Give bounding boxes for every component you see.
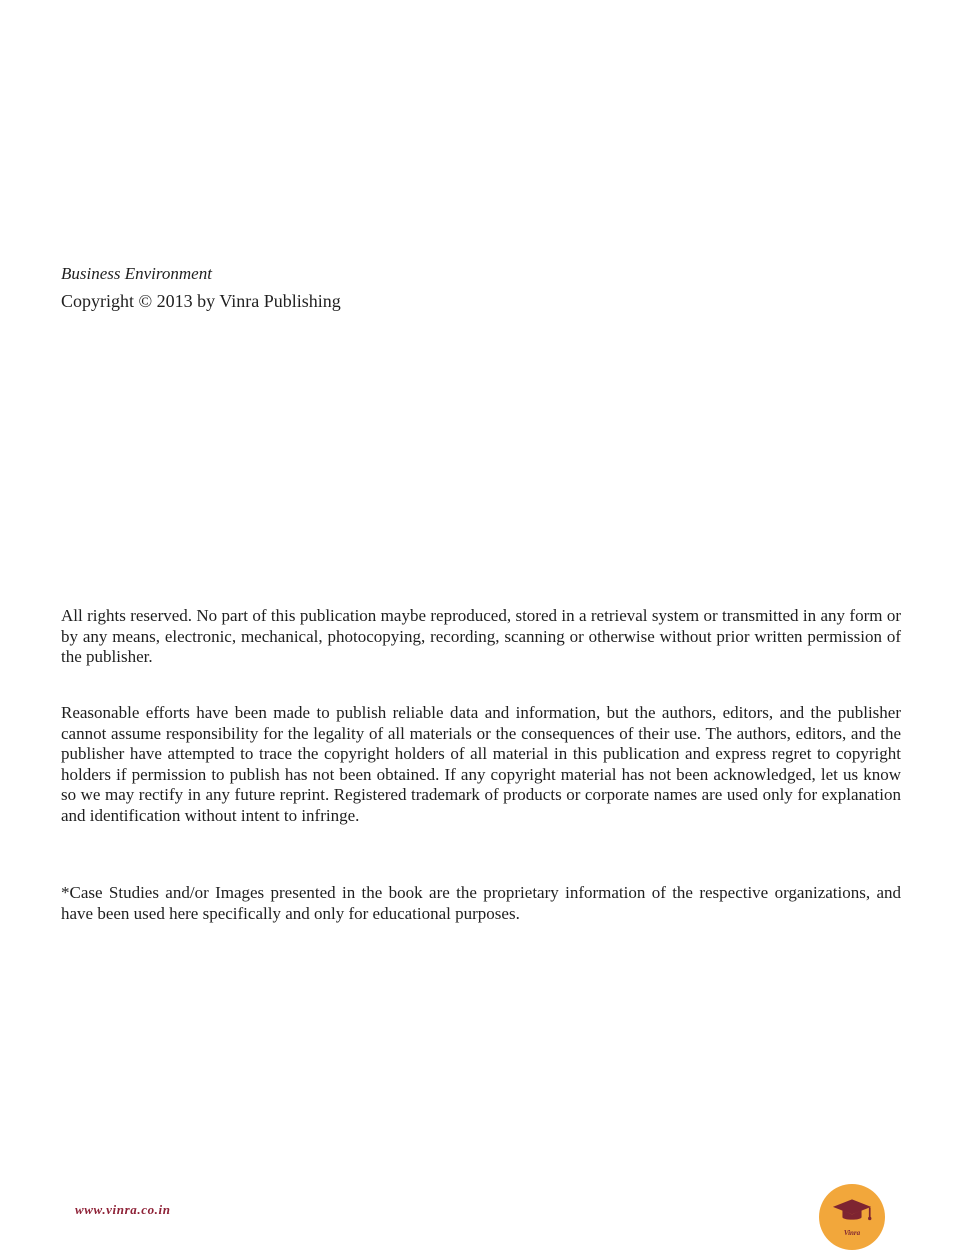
vinra-publisher-logo	[819, 1184, 885, 1250]
graduation-cap-icon	[830, 1198, 874, 1228]
reasonable-efforts-paragraph: Reasonable efforts have been made to publish reliable data and information, but the authors, editors, and the publisher cannot assume responsibility for the legality of all materials or the consequences of their use. The authors, editors, and the publisher have attempted to trace the copyright holders of all material in this publication and express regret to copyright holders if permission to publish has not been obtained. If any copyright material has not been acknowledged, let us know so we may rectify in any future reprint. Registered trademark of products or corporate names are used only for explanation and identification without intent to infringe.	[61, 703, 901, 825]
title-block	[61, 263, 901, 313]
book-title: Business Environment	[61, 264, 212, 283]
copyright-line: Copyright © 2013 by Vinra Publishing	[61, 291, 341, 311]
publisher-website-link[interactable]: www.vinra.co.in	[75, 1202, 171, 1217]
rights-reserved-paragraph: All rights reserved. No part of this publication maybe reproduced, stored in a retrieval system or transmitted in any form or by any means, electronic, mechanical, photocopying, recording, scanning or otherwise without prior written permission of the publisher.	[61, 606, 901, 666]
case-studies-paragraph: *Case Studies and/or Images presented in the book are the proprietary information of the respective organizations, and have been used here specifically and only for educational purposes.	[61, 883, 901, 923]
logo-text: Vinra	[843, 1228, 861, 1237]
